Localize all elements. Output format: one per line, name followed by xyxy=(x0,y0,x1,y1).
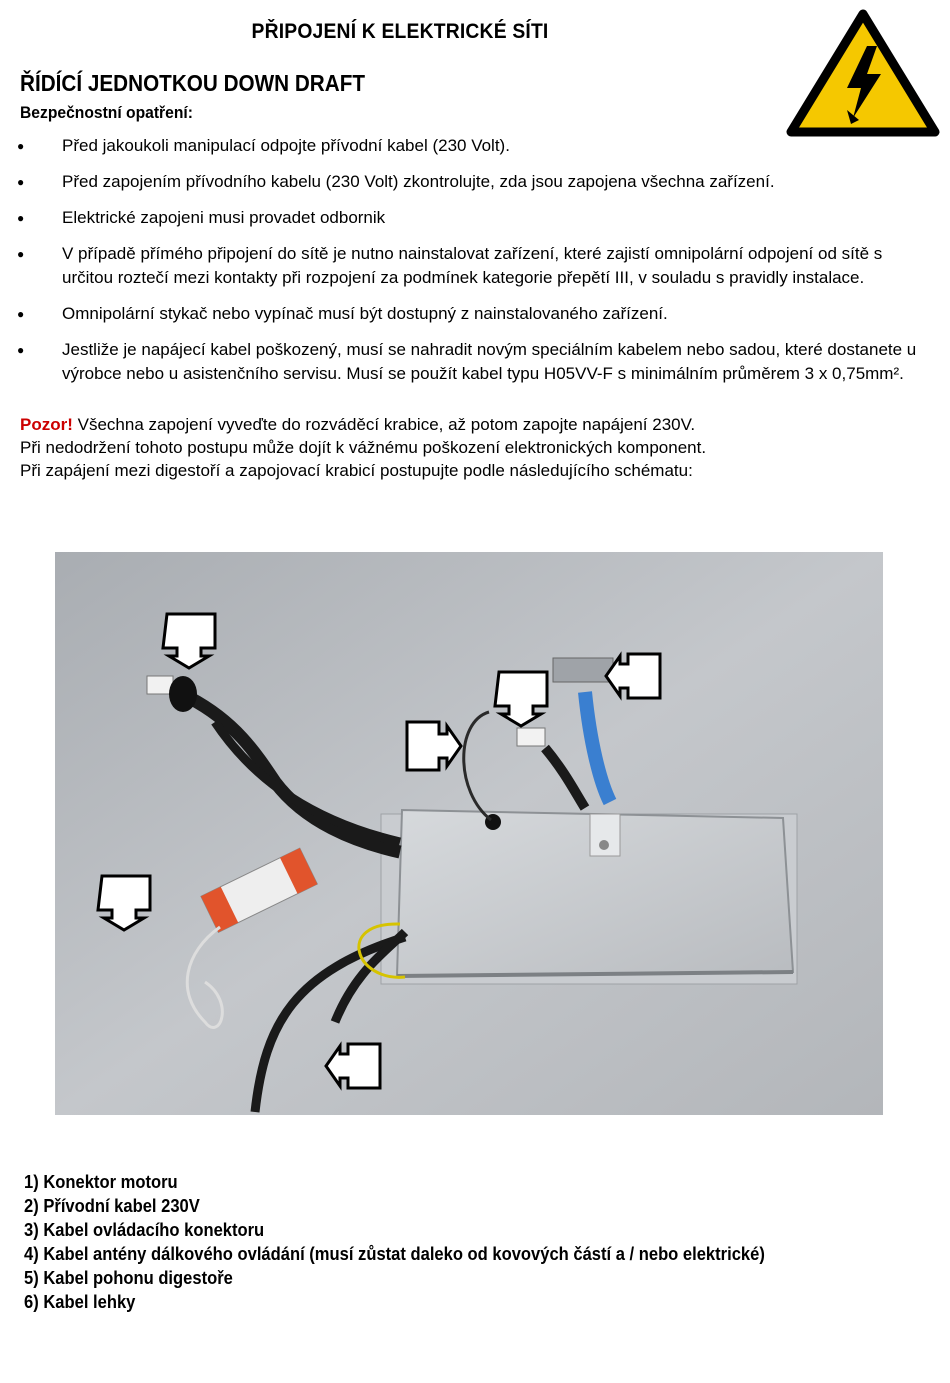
wiring-photo xyxy=(55,552,883,1115)
safety-item: ● Omnipolární stykač nebo vypínač musí být dostupný z nainstalovaného zařízení. xyxy=(0,302,930,326)
section-subtitle: ŘÍDÍCÍ JEDNOTKOU DOWN DRAFT xyxy=(20,70,365,96)
safety-item: ● Jestliže je napájecí kabel poškozený, musí se nahradit novým speciálním kabelem nebo sadou, které dostanete u výrobce nebo u asistenčního servisu. Musí se použít kabel typu H05VV-F s minimálním průměrem 3 x 0,75mm². xyxy=(0,338,930,386)
high-voltage-warning-icon xyxy=(785,8,941,138)
caution-label: Pozor! xyxy=(20,415,73,434)
caution-text: Všechna zapojení vyveďte do rozváděcí krabice, až potom zapojte napájení 230V. xyxy=(72,415,696,434)
legend-item: 4) Kabel antény dálkového ovládání (musí zůstat daleko od kovových částí a / nebo elektrické) xyxy=(24,1244,765,1264)
safety-heading: Bezpečnostní opatření: xyxy=(20,103,193,122)
legend-item: 5) Kabel pohonu digestoře xyxy=(24,1268,233,1288)
legend-item: 6) Kabel lehky xyxy=(24,1292,136,1312)
safety-item: ● V případě přímého připojení do sítě je nutno nainstalovat zařízení, které zajistí omnipolární odpojení od sítě s určitou roztečí mezi kontakty při rozpojení za podmínek kategorie přepětí III, v souladu s pravidly instalace. xyxy=(0,242,930,290)
note-line: Při nedodržení tohoto postupu může dojít k vážnému poškození elektronických komponent. xyxy=(20,438,707,457)
page-title: PŘIPOJENÍ K ELEKTRICKÉ SÍTI xyxy=(251,20,549,43)
legend-list xyxy=(24,1170,829,1314)
note-line: Při zapájení mezi digestoří a zapojovací krabicí postupujte podle následujícího schématu: xyxy=(20,461,693,480)
caution-notes xyxy=(20,413,930,482)
caution-line xyxy=(20,413,930,436)
safety-list xyxy=(0,132,930,386)
legend-item: 1) Konektor motoru xyxy=(24,1172,178,1192)
legend-item: 2) Přívodní kabel 230V xyxy=(24,1196,200,1216)
safety-item: ● Elektrické zapojeni musi provadet odbornik xyxy=(0,206,930,230)
legend-item: 3) Kabel ovládacího konektoru xyxy=(24,1220,265,1240)
safety-item: ● Před jakoukoli manipulací odpojte přívodní kabel (230 Volt). xyxy=(0,134,930,158)
safety-item: ● Před zapojením přívodního kabelu (230 Volt) zkontrolujte, zda jsou zapojena všechna zařízení. xyxy=(0,170,930,194)
